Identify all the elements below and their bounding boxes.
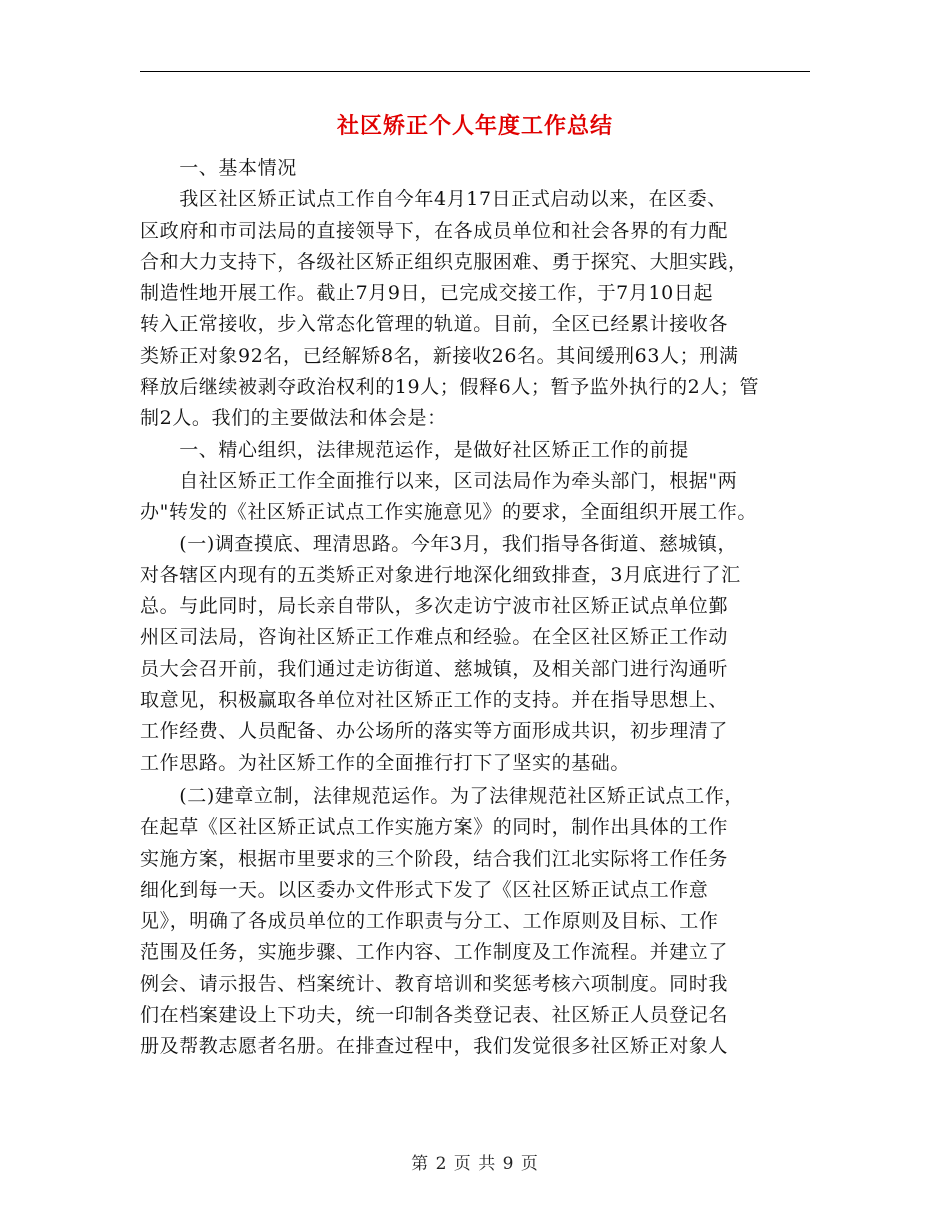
text-line: 见》，明确了各成员单位的工作职责与分工、工作原则及目标、工作: [140, 910, 719, 933]
text-line: 合和大力支持下，各级社区矫正组织克服困难、勇于探究、大胆实践，: [140, 250, 748, 273]
text-line: 们在档案建设上下功夫，统一印制各类登记表、社区矫正人员登记名: [140, 1004, 729, 1027]
text-line: 在起草《区社区矫正试点工作实施方案》的同时，制作出具体的工作: [140, 816, 729, 839]
text-line: 取意见，积极赢取各单位对社区矫正工作的支持。并在指导思想上、: [140, 689, 729, 712]
header-rule: [140, 71, 810, 72]
text-line: 工作思路。为社区矫工作的全面推行打下了坚实的基础。: [140, 751, 631, 774]
text-line: (一)调查摸底、理清思路。今年3月，我们指导各街道、慈城镇，: [140, 532, 738, 555]
text-line: 工作经费、人员配备、办公场所的落实等方面形成共识，初步理清了: [140, 720, 729, 743]
text-line: (二)建章立制，法律规范运作。为了法律规范社区矫正试点工作，: [140, 784, 745, 807]
text-line: 范围及任务，实施步骤、工作内容、工作制度及工作流程。并建立了: [140, 941, 729, 964]
text-line: 例会、请示报告、档案统计、教育培训和奖惩考核六项制度。同时我: [140, 972, 729, 995]
text-line: 制2人。我们的主要做法和体会是：: [140, 407, 447, 430]
text-line: 册及帮教志愿者名册。在排查过程中，我们发觉很多社区矫正对象人: [140, 1035, 729, 1058]
text-line: 类矫正对象92名，已经解矫8名，新接收26名。其间缓刑63人；刑满: [140, 344, 739, 367]
text-line: 对各辖区内现有的五类矫正对象进行地深化细致排查，3月底进行了汇: [140, 563, 741, 586]
text-line: 细化到每一天。以区委办文件形式下发了《区社区矫正试点工作意: [140, 878, 709, 901]
page-number: 第 2 页 共 9 页: [411, 1154, 539, 1174]
document-body: [140, 153, 810, 1063]
text-line: 转入正常接收，步入常态化管理的轨道。目前，全区已经累计接收各: [140, 313, 729, 336]
text-line: 办"转发的《社区矫正试点工作实施意见》的要求，全面组织开展工作。: [140, 501, 757, 524]
text-line: 总。与此同时，局长亲自带队，多次走访宁波市社区矫正试点单位鄞: [140, 595, 729, 618]
text-line: 区政府和市司法局的直接领导下，在各成员单位和社会各界的有力配: [140, 219, 729, 242]
text-line: 州区司法局，咨询社区矫正工作难点和经验。在全区社区矫正工作动: [140, 626, 729, 649]
section-heading: 一、精心组织，法律规范运作，是做好社区矫正工作的前提: [140, 438, 689, 461]
document-title: 社区矫正个人年度工作总结: [336, 113, 613, 139]
text-line: 实施方案，根据市里要求的三个阶段，结合我们江北实际将工作任务: [140, 847, 729, 870]
text-line: 释放后继续被剥夺政治权利的19人；假释6人；暂予监外执行的2人；管: [140, 376, 760, 399]
text-line: 员大会召开前，我们通过走访街道、慈城镇，及相关部门进行沟通听: [140, 657, 729, 680]
text-line: 我区社区矫正试点工作自今年4月17日正式启动以来，在区委、: [140, 188, 727, 211]
text-line: 自社区矫正工作全面推行以来，区司法局作为牵头部门，根据"两: [140, 469, 738, 492]
text-line: 一、基本情况: [140, 157, 297, 179]
text-line: 制造性地开展工作。截止7月9日，已完成交接工作，于7月10日起: [140, 282, 714, 305]
